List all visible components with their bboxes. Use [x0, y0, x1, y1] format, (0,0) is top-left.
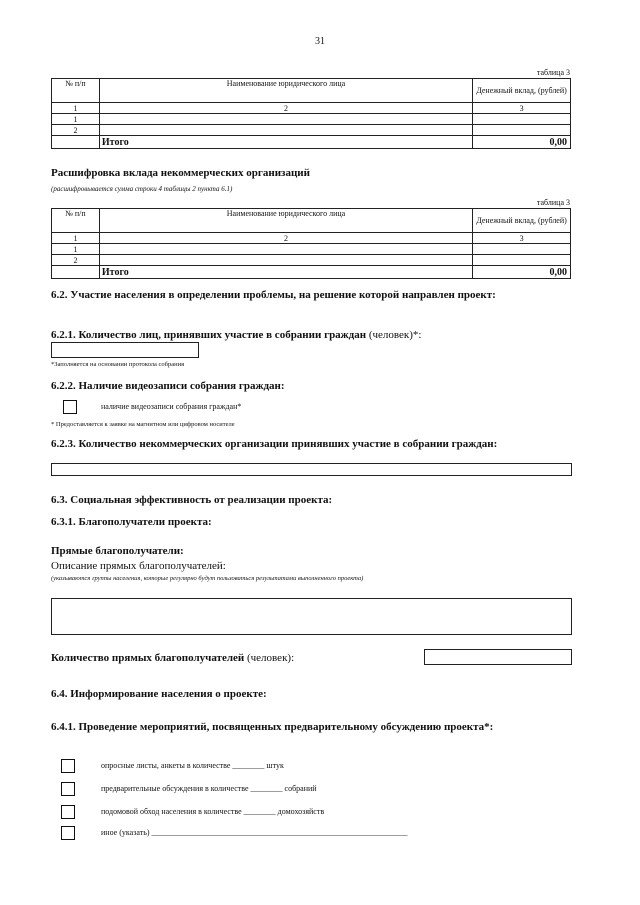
table2-header-name: Наименование юридического лица	[99, 209, 472, 233]
table1-cell: 2	[52, 125, 100, 136]
table2-cell: 3	[473, 233, 571, 244]
table1-header-amount: Денежный вклад, (рублей)	[473, 79, 571, 103]
table1-cell[interactable]	[99, 125, 472, 136]
table2-cell[interactable]	[473, 255, 571, 266]
event-label-door-to-door: подомовой обход населения в количестве ________ домохозяйств	[101, 807, 325, 816]
table1-header-num: № п/п	[52, 79, 100, 103]
table1-header-name: Наименование юридического лица	[99, 79, 472, 103]
table2-total-value: 0,00	[473, 266, 571, 279]
table1-total-label: Итого	[99, 136, 472, 149]
video-recording-label: наличие видеозаписи собрания граждан*	[101, 402, 242, 411]
table1-caption: таблица 3	[536, 68, 570, 77]
section-6-2-2-note: * Предоставляется к заявке на магнитном или цифровом носителе	[51, 421, 235, 428]
direct-beneficiaries-desc-label: Описание прямых благополучателей:	[51, 560, 226, 572]
nko-heading: Расшифровка вклада некоммерческих организаций	[51, 167, 310, 179]
table2-header-num: № п/п	[52, 209, 100, 233]
event-checkbox-door-to-door[interactable]	[61, 805, 75, 819]
table1-cell: 2	[99, 103, 472, 114]
section-6-2-1-heading	[51, 329, 421, 341]
section-6-3-1-heading: 6.3.1. Благополучатели проекта:	[51, 516, 212, 528]
table2-total-label: Итого	[99, 266, 472, 279]
table1-cell[interactable]	[473, 114, 571, 125]
nko-note: (расшифровывается сумма строки 4 таблицы 2 пункта 6.1)	[51, 185, 233, 193]
section-6-2-1-note: *Заполняется на основании протокола собрания	[51, 361, 185, 368]
section-6-4-1-heading: 6.4.1. Проведение мероприятий, посвященных предварительному обсуждению проекта*:	[51, 721, 494, 733]
section-6-2-2-heading: 6.2.2. Наличие видеозаписи собрания граждан:	[51, 380, 285, 392]
table-row	[52, 244, 571, 255]
table2	[51, 208, 571, 279]
participants-count-input[interactable]	[51, 342, 199, 358]
section-6-3-heading: 6.3. Социальная эффективность от реализации проекта:	[51, 494, 333, 506]
nko-count-input[interactable]	[51, 463, 572, 476]
direct-beneficiaries-count-heading	[51, 652, 294, 664]
event-label-discussions: предварительные обсуждения в количестве ________ собраний	[101, 784, 317, 793]
table2-cell: 1	[52, 244, 100, 255]
page-number: 31	[315, 36, 325, 47]
table2-cell: 1	[52, 233, 100, 244]
table2-header-amount: Денежный вклад, (рублей)	[473, 209, 571, 233]
table2-cell: 2	[99, 233, 472, 244]
table2-cell: 2	[52, 255, 100, 266]
direct-beneficiaries-count-input[interactable]	[424, 649, 572, 665]
table2-cell[interactable]	[99, 244, 472, 255]
table-row	[52, 114, 571, 125]
direct-beneficiaries-title: Прямые благополучатели:	[51, 545, 184, 557]
event-label-surveys: опросные листы, анкеты в количестве ________ штук	[101, 761, 284, 770]
section-6-2-1-bold: 6.2.1. Количество лиц, принявших участие в собрании граждан	[51, 329, 367, 341]
section-6-2-3-heading: 6.2.3. Количество некоммерческих организации принявших участие в собрании граждан:	[51, 438, 498, 450]
table1-cell[interactable]	[473, 125, 571, 136]
table1-total-value: 0,00	[473, 136, 571, 149]
table1-cell[interactable]	[99, 114, 472, 125]
event-checkbox-surveys[interactable]	[61, 759, 75, 773]
direct-beneficiaries-desc-note: (указываются группы населения, которые регулярно будут пользоваться результатами выполненного проекта)	[51, 575, 364, 582]
table1	[51, 78, 571, 149]
table-row	[52, 125, 571, 136]
direct-count-bold: Количество прямых благополучателей	[51, 652, 245, 664]
table-row	[52, 255, 571, 266]
direct-beneficiaries-desc-input[interactable]	[51, 598, 572, 635]
section-6-2-1-unit: (человек)*:	[366, 329, 422, 341]
table1-cell: 1	[52, 103, 100, 114]
section-6-4-heading: 6.4. Информирование населения о проекте:	[51, 688, 267, 700]
video-recording-checkbox[interactable]	[63, 400, 77, 414]
table2-caption: таблица 3	[536, 198, 570, 207]
table1-cell: 1	[52, 114, 100, 125]
event-label-other: иное (указать) ________________________________________________________________	[101, 828, 408, 837]
section-6-2-heading: 6.2. Участие населения в определении проблемы, на решение которой направлен проект:	[51, 289, 496, 301]
table2-cell[interactable]	[99, 255, 472, 266]
event-checkbox-other[interactable]	[61, 826, 75, 840]
table1-cell: 3	[473, 103, 571, 114]
table2-cell[interactable]	[473, 244, 571, 255]
event-checkbox-discussions[interactable]	[61, 782, 75, 796]
direct-count-unit: (человек):	[244, 652, 295, 664]
